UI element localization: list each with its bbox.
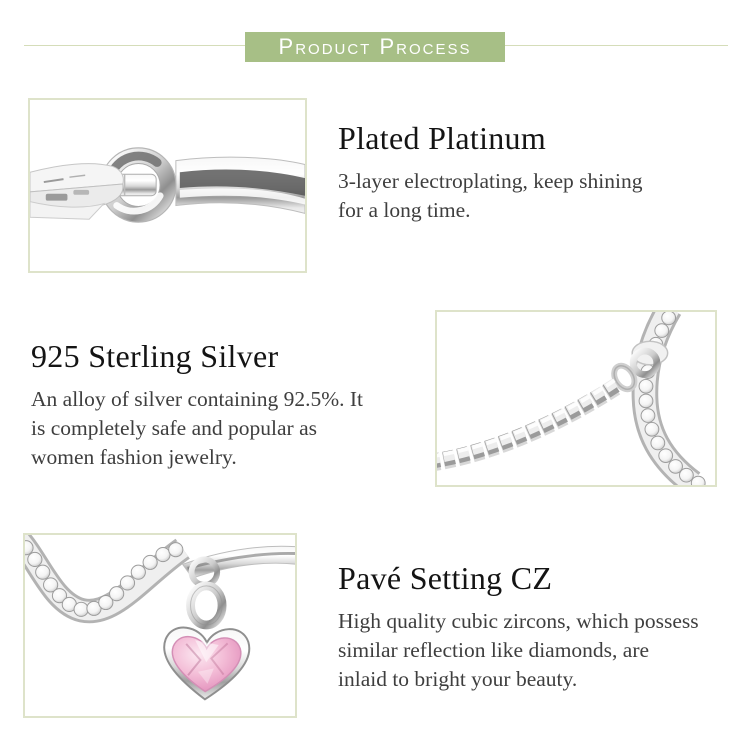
pendant-illustration — [25, 535, 295, 716]
heart-pendant-photo — [23, 533, 297, 718]
section-title: 925 Sterling Silver — [31, 338, 279, 374]
platinum-clasp-photo — [28, 98, 307, 273]
chain-illustration — [437, 312, 715, 485]
clasp-illustration — [30, 100, 305, 271]
section-plated-platinum — [338, 120, 723, 225]
section-body: 3-layer electroplating, keep shining for a long time. — [338, 168, 643, 222]
section-sterling-silver — [31, 338, 426, 472]
section-title: Pavé Setting CZ — [338, 560, 553, 596]
section-body: High quality cubic zircons, which possess similar reflection like diamonds, are inlaid to bright your beauty. — [338, 608, 699, 691]
section-title: Plated Platinum — [338, 120, 547, 156]
section-pave-setting-cz — [338, 560, 740, 694]
header-banner — [245, 32, 505, 62]
section-body: An alloy of silver containing 92.5%. It is completely safe and popular as women fashion jewelry. — [31, 386, 363, 469]
silver-chain-photo — [435, 310, 717, 487]
page-title: Product Process — [278, 34, 472, 59]
